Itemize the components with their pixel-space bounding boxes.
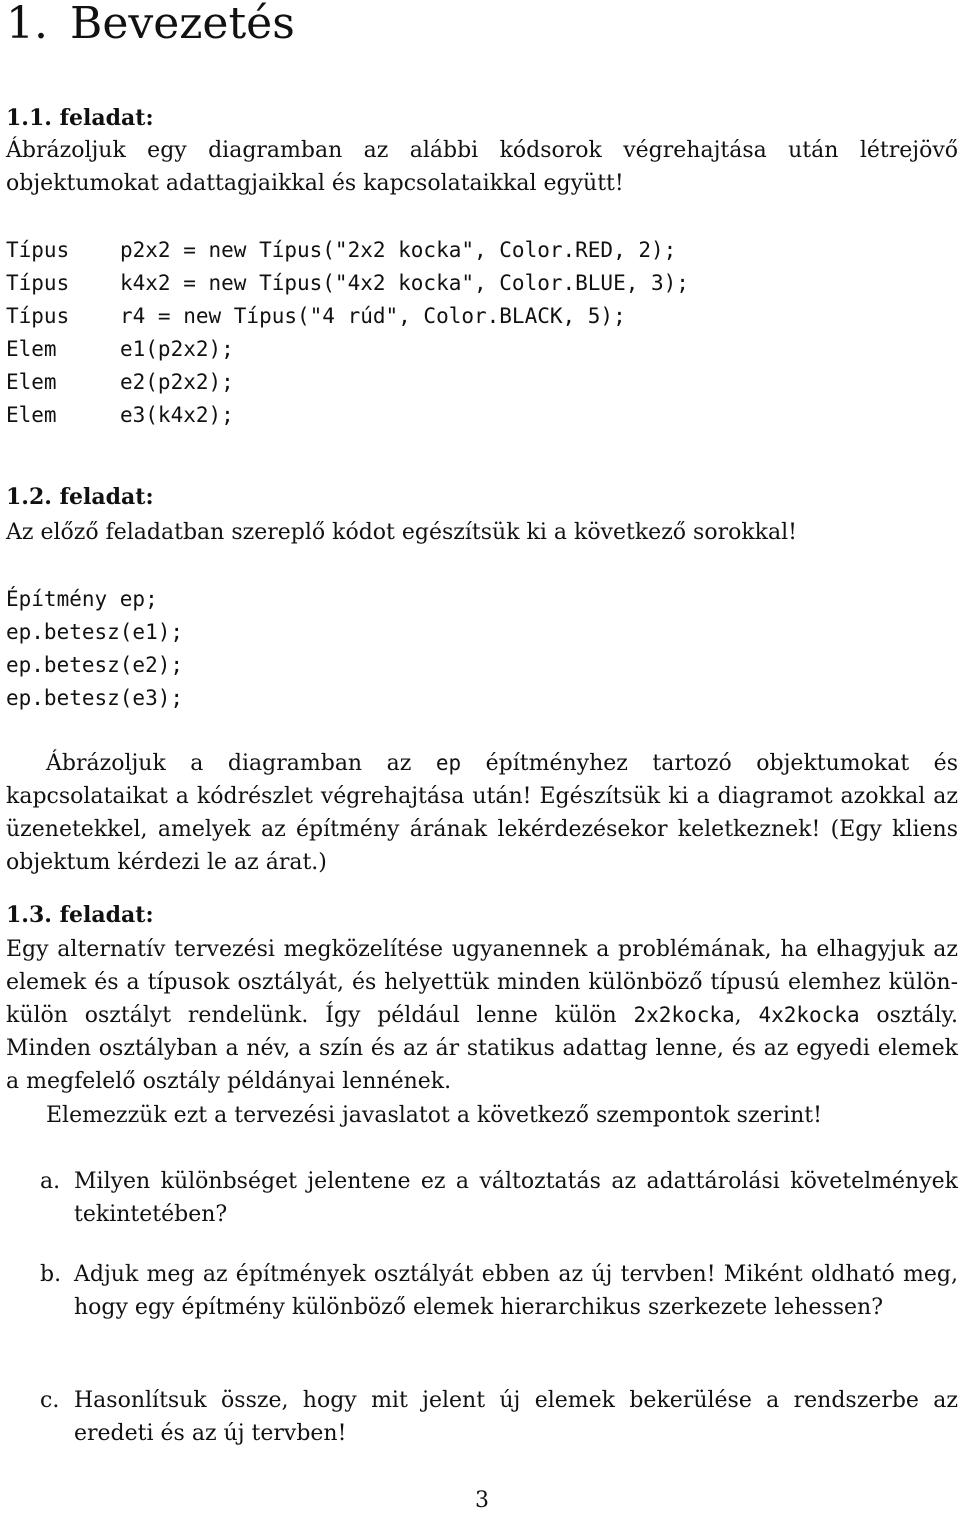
task-1-2-intro: Az előző feladatban szereplő kódot egészítsük ki a következő sorokkal! — [6, 520, 797, 545]
code-line: ep.betesz(e3); — [6, 686, 184, 710]
list-item: a. Milyen különbséget jelentene ez a változtatás az adattárolási követelmények tekintetében? — [40, 1169, 958, 1227]
inline-code: ep — [435, 751, 462, 775]
task-1-3-heading: 1.3. feladat: — [6, 902, 154, 928]
task-1-1-intro: Ábrázoljuk egy diagramban az alábbi kódsorok végrehajtása után létrejövő objektumokat adattagjaikkal és kapcsolataikkal együtt! — [6, 138, 958, 196]
chapter-title-text: Bevezetés — [69, 0, 295, 49]
code-line: ep.betesz(e2); — [6, 653, 184, 677]
code-line: Elem e3(k4x2); — [6, 403, 234, 427]
question-list — [6, 1165, 958, 1231]
task-1-1-code-block — [6, 234, 689, 432]
task-1-1-heading: 1.1. feladat: — [6, 105, 154, 131]
question-list — [6, 1258, 958, 1324]
chapter-title — [6, 0, 295, 48]
list-item: b. Adjuk meg az építmények osztályát ebben az új tervben! Miként oldható meg, hogy egy építmény különböző elemek hierarchikus szerkezete lehessen? — [40, 1262, 958, 1320]
code-line: Építmény ep; — [6, 587, 158, 611]
task-1-2-body: Ábrázoljuk a diagramban az ep építményhez tartozó objektumokat és kapcsolataikat a kódrészlet végrehajtása után! Egészítsük ki a diagramot azokkal az üzenetekkel, amelyek az építmény árának lekérdezésekor keletkeznek! (Egy kliens objektum kérdezi le az árat.) — [6, 751, 958, 875]
task-1-2-heading: 1.2. feladat: — [6, 484, 154, 510]
code-line: ep.betesz(e1); — [6, 620, 184, 644]
question-list — [6, 1384, 958, 1450]
code-line: Elem e1(p2x2); — [6, 337, 234, 361]
chapter-number: 1. — [6, 0, 48, 49]
code-line: Típus r4 = new Típus("4 rúd", Color.BLACK, 5); — [6, 304, 626, 328]
task-1-3-prompt: Elemezzük ezt a tervezési javaslatot a következő szempontok szerint! — [46, 1103, 822, 1128]
inline-code: 2x2kocka — [633, 1003, 735, 1027]
code-line: Elem e2(p2x2); — [6, 370, 234, 394]
list-item: c. Hasonlítsuk össze, hogy mit jelent új elemek bekerülése a rendszerbe az eredeti és az új tervben! — [40, 1388, 958, 1446]
code-line: Típus p2x2 = new Típus("2x2 kocka", Color.RED, 2); — [6, 238, 677, 262]
code-line: Típus k4x2 = new Típus("4x2 kocka", Color.BLUE, 3); — [6, 271, 689, 295]
task-1-3-body: Egy alternatív tervezési megközelítése ugyanennek a problémának, ha elhagyjuk az elemek és a típusok osztályát, és helyettük minden különböző típusú elemhez külön-külön osztályt rendelünk. Így például lenne külön 2x2kocka, 4x2kocka osztály. Minden osztályban a név, a szín és az ár statikus adattag lenne, és az egyedi elemek a megfelelő osztály példányai lennének. — [6, 937, 959, 1094]
page-number: 3 — [475, 1488, 489, 1513]
inline-code: 4x2kocka — [758, 1003, 860, 1027]
task-1-2-code-block — [6, 583, 183, 715]
